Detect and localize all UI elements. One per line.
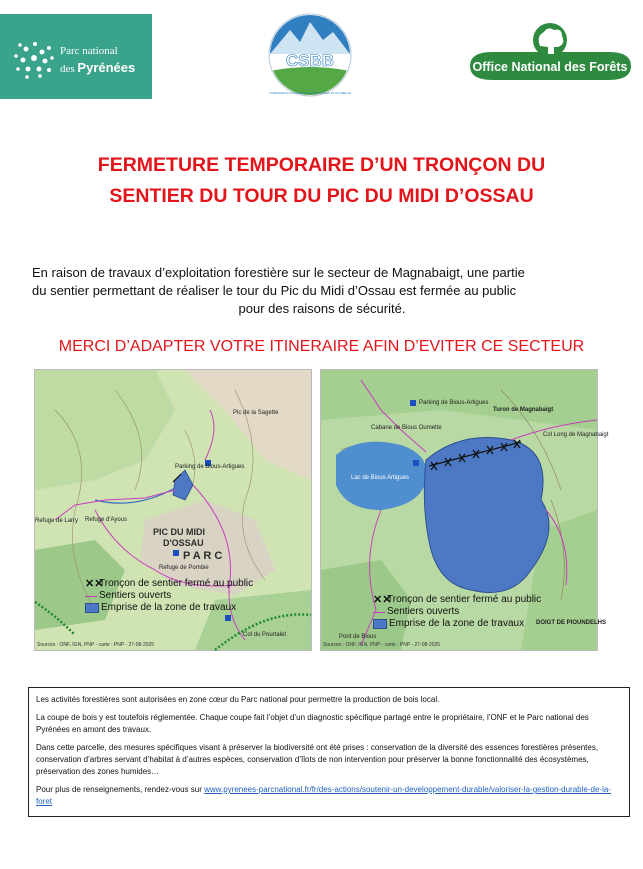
csbb-logo bbox=[265, 10, 355, 100]
map-source-left: Sources : ONF, IGN, PNP - carte : PNP - 27-08-2025 bbox=[37, 642, 155, 648]
onf-text: Office National des Forêts bbox=[472, 60, 628, 74]
parc-national-pyrenees-logo bbox=[0, 14, 152, 99]
legend-zone: Emprise de la zone de travaux bbox=[389, 618, 525, 629]
csbb-subtext: COMMISSION SYNDICALE DU BAS-OSSAU ET DU BIELLE bbox=[269, 91, 351, 95]
label-refuge-pombie: Refuge de Pombie bbox=[159, 565, 209, 571]
legend-open: Sentiers ouverts bbox=[387, 606, 460, 617]
csbb-text: CSBB bbox=[285, 51, 335, 70]
map-detail bbox=[320, 369, 609, 651]
open-trail-icon bbox=[85, 596, 97, 597]
work-zone-icon bbox=[85, 603, 99, 613]
legend-open: Sentiers ouverts bbox=[99, 590, 172, 601]
map-legend-right bbox=[373, 594, 541, 630]
label-pic-midi: PIC DU MIDI bbox=[153, 527, 206, 537]
pnp-line1: Parc national bbox=[60, 45, 118, 57]
info-paragraph-1: Les activités forestières sont autorisées en zone cœur du Parc national pour permettre la production de bois local. bbox=[36, 695, 440, 704]
warning-message: MERCI D’ADAPTER VOTRE ITINERAIRE AFIN D’EVITER CE SECTEUR bbox=[58, 338, 585, 355]
label-refuge-ayous: Refuge d'Ayous bbox=[85, 517, 128, 523]
label-ossau: D'OSSAU bbox=[163, 538, 204, 548]
title-line1: FERMETURE TEMPORAIRE D’UN TRONÇON DU bbox=[97, 154, 546, 176]
pnp-line2: des Pyrénées bbox=[60, 60, 136, 75]
label-pont: Pont de Bious bbox=[339, 634, 377, 640]
label-col-pourtalet: Col du Pourtalet bbox=[243, 632, 287, 638]
info-link[interactable]: www.pyrenees-parcnational.fr/fr/des-actions/soutenir-un-developpement-durable/valoriser-la-gestion-durable-de-la-foret bbox=[36, 785, 611, 806]
info-paragraph-4 bbox=[36, 784, 622, 808]
label-parking-left: Parking de Bious-Artigues bbox=[175, 464, 245, 470]
open-trail-icon bbox=[373, 612, 385, 613]
spiral-icon bbox=[12, 36, 56, 80]
onf-logo bbox=[462, 22, 639, 88]
label-turon: Turon de Magnabaigt bbox=[493, 407, 554, 413]
intro-paragraph bbox=[32, 264, 612, 318]
intro-line2: du sentier permettant de réaliser le tour du Pic du Midi d’Ossau est fermée au public bbox=[32, 283, 517, 298]
map-source-right: Sources : ONF, IGN, PNP - carte : PNP - 27-08-2025 bbox=[323, 642, 441, 648]
legend-closed: Tronçon de sentier fermé au public bbox=[99, 578, 254, 589]
label-col-long: Col Long de Magnabaigt bbox=[543, 432, 609, 438]
map-overview bbox=[34, 369, 312, 651]
info-box bbox=[28, 687, 630, 817]
info-paragraph-2: La coupe de bois y est toutefois réglementée. Chaque coupe fait l’objet d’un diagnostic spécifique partagé entre le propriétaire, l’ONF et le Parc national des Pyrénées en amont des travaux. bbox=[36, 713, 589, 734]
label-cabane: Cabane de Bious Oumette bbox=[371, 425, 442, 431]
title-line2: SENTIER DU TOUR DU PIC DU MIDI D’OSSAU bbox=[109, 185, 534, 207]
label-pic-sagette: Pic de la Sagette bbox=[233, 410, 279, 416]
closed-trail-icon: ✕✕ bbox=[373, 594, 392, 606]
label-doigt: DOIGT DE PIOUNDELHS bbox=[536, 620, 607, 626]
label-lac: Lac de Bious Artigues bbox=[351, 475, 410, 481]
label-parc: P A R C bbox=[183, 550, 223, 562]
intro-line1: En raison de travaux d’exploitation forestière sur le secteur de Magnabaigt, une partie bbox=[32, 265, 525, 280]
info-paragraph-3: Dans cette parcelle, des mesures spécifiques visant à préserver la biodiversité ont été prises : conservation de la diversité des essences forestières présentes, conservation d’arbres servant d’habitat à d’autres espèces, conservation d’îlots de non intervention pour préserver la bonne fonctionnalité des écosystèmes, préservation des zones humides… bbox=[36, 743, 599, 776]
map-legend-left bbox=[85, 578, 253, 614]
info-link-prefix: Pour plus de renseignements, rendez-vous sur bbox=[36, 785, 205, 794]
closed-trail-icon: ✕✕ bbox=[85, 578, 104, 590]
intro-line3: pour des raisons de sécurité. bbox=[238, 301, 406, 316]
legend-zone: Emprise de la zone de travaux bbox=[101, 602, 237, 613]
page-title bbox=[30, 150, 613, 212]
legend-closed: Tronçon de sentier fermé au public bbox=[387, 594, 542, 605]
work-zone-icon bbox=[373, 619, 387, 629]
label-refuge-larry: Refuge de Larry bbox=[35, 518, 79, 524]
label-parking-right: Parking de Bious-Artigues bbox=[419, 400, 489, 406]
